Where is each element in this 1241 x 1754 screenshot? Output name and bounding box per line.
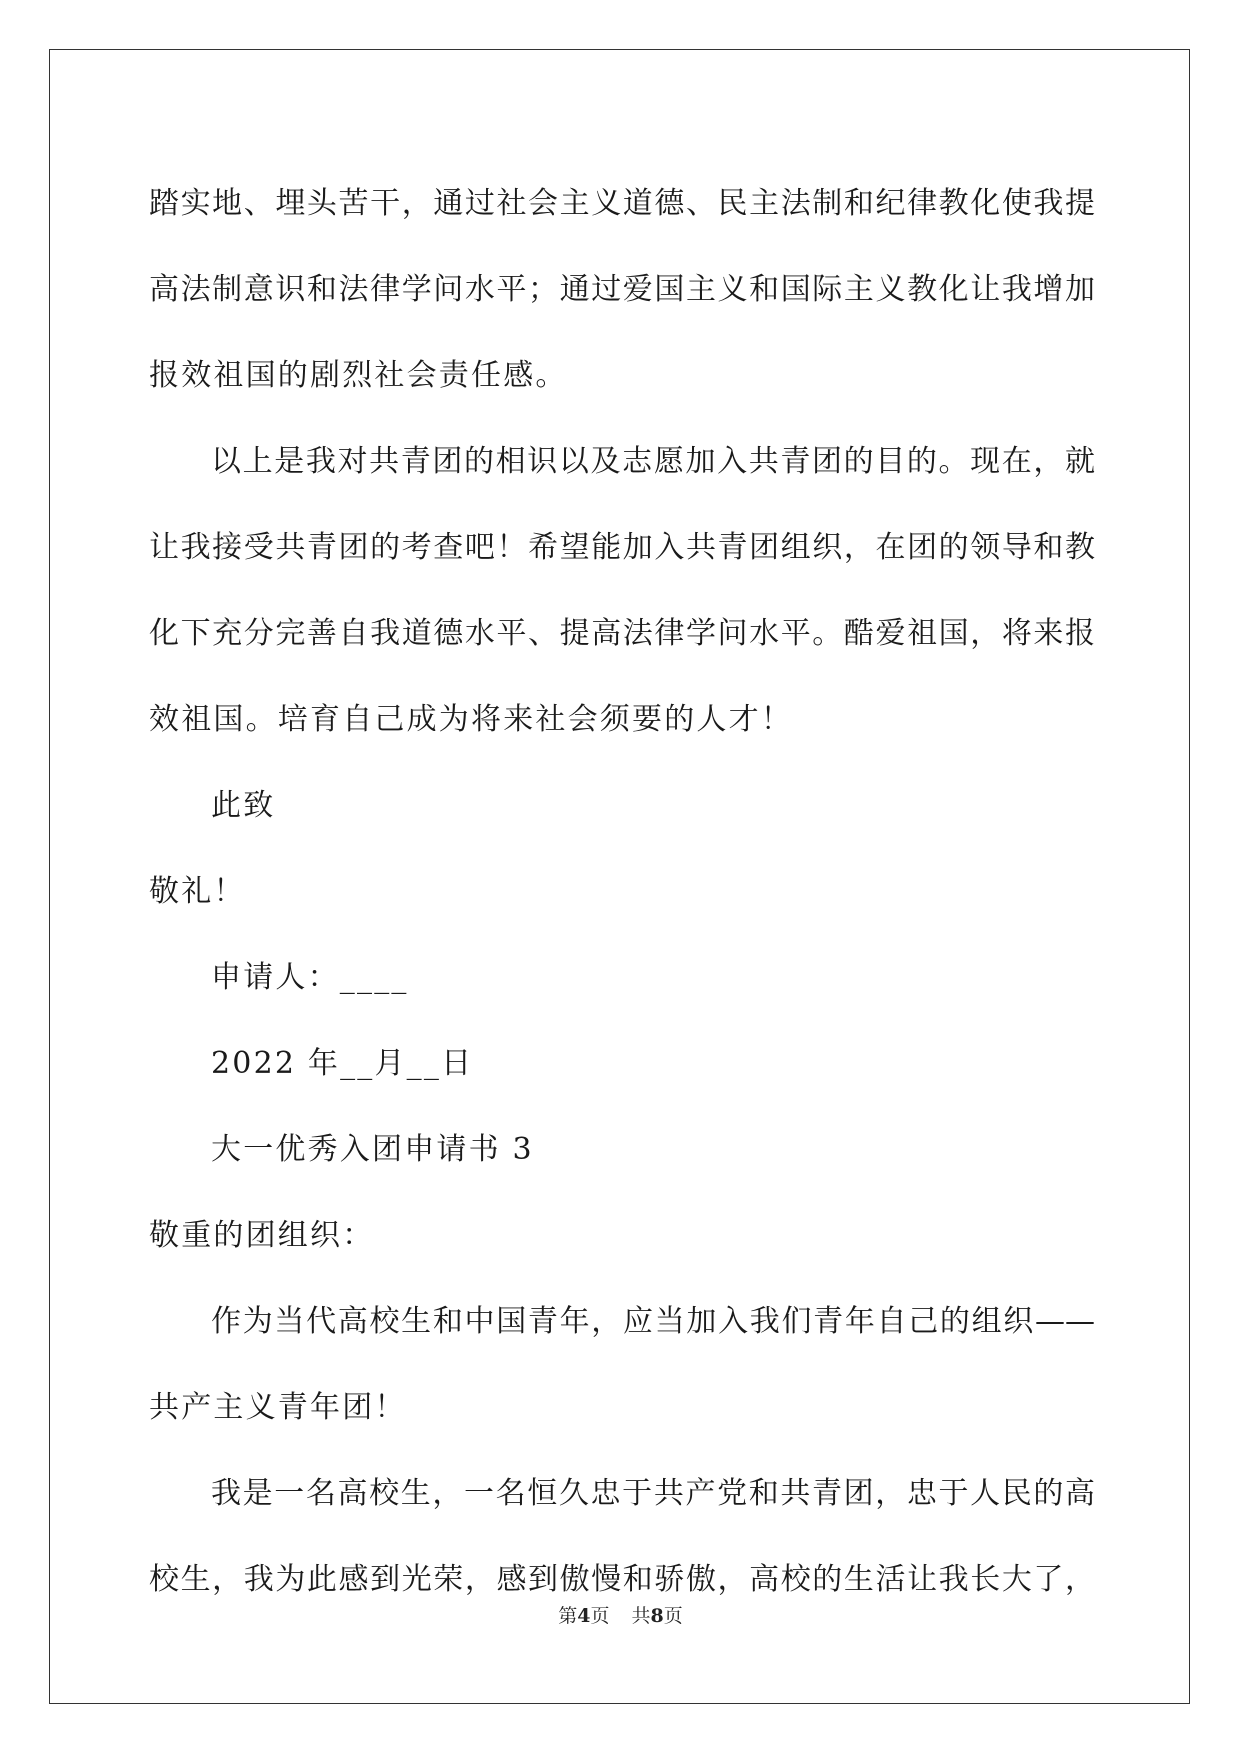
total-page-number: 8 [650,1605,664,1627]
date-line: 2022 年__月__日 [211,1046,474,1081]
footer-total-suffix: 页 [663,1605,683,1627]
letter-addressee: 敬重的团组织： [149,1218,375,1253]
document-body [149,161,1095,1623]
text-line-15: 共产主义青年团！ [149,1390,407,1425]
text-line-5: 让我接受共青团的考查吧！希望能加入共青团组织，在团的领导和教 [149,530,1095,565]
section-title: 大一优秀入团申请书 3 [211,1132,534,1167]
text-line-16: 我是一名高校生，一名恒久忠于共产党和共青团，忠于人民的高 [211,1476,1095,1511]
text-line-14: 作为当代高校生和中国青年，应当加入我们青年自己的组织—— [211,1304,1095,1339]
text-line-6: 化下充分完善自我道德水平、提高法律学问水平。酷爱祖国，将来报 [149,616,1095,651]
text-line-2: 高法制意识和法律学问水平；通过爱国主义和国际主义教化让我增加 [149,272,1095,307]
page-number-footer [0,1601,1241,1628]
text-line-17: 校生，我为此感到光荣，感到傲慢和骄傲，高校的生活让我长大了， [149,1562,1095,1597]
footer-total-prefix: 共 [631,1605,651,1627]
current-page-number: 4 [577,1605,591,1627]
text-line-4: 以上是我对共青团的相识以及志愿加入共青团的目的。现在，就 [211,444,1095,479]
text-line-1: 踏实地、埋头苦干，通过社会主义道德、民主法制和纪律教化使我提 [149,186,1095,221]
salutation: 敬礼！ [149,874,246,909]
text-line-7: 效祖国。培育自己成为将来社会须要的人才！ [149,702,793,737]
text-line-3: 报效祖国的剧烈社会责任感。 [149,358,568,393]
footer-prefix: 第 [558,1605,578,1627]
applicant-signature-line: 申请人：____ [211,960,409,995]
closing-greeting: 此致 [211,788,276,823]
footer-page-suffix: 页 [590,1605,610,1627]
